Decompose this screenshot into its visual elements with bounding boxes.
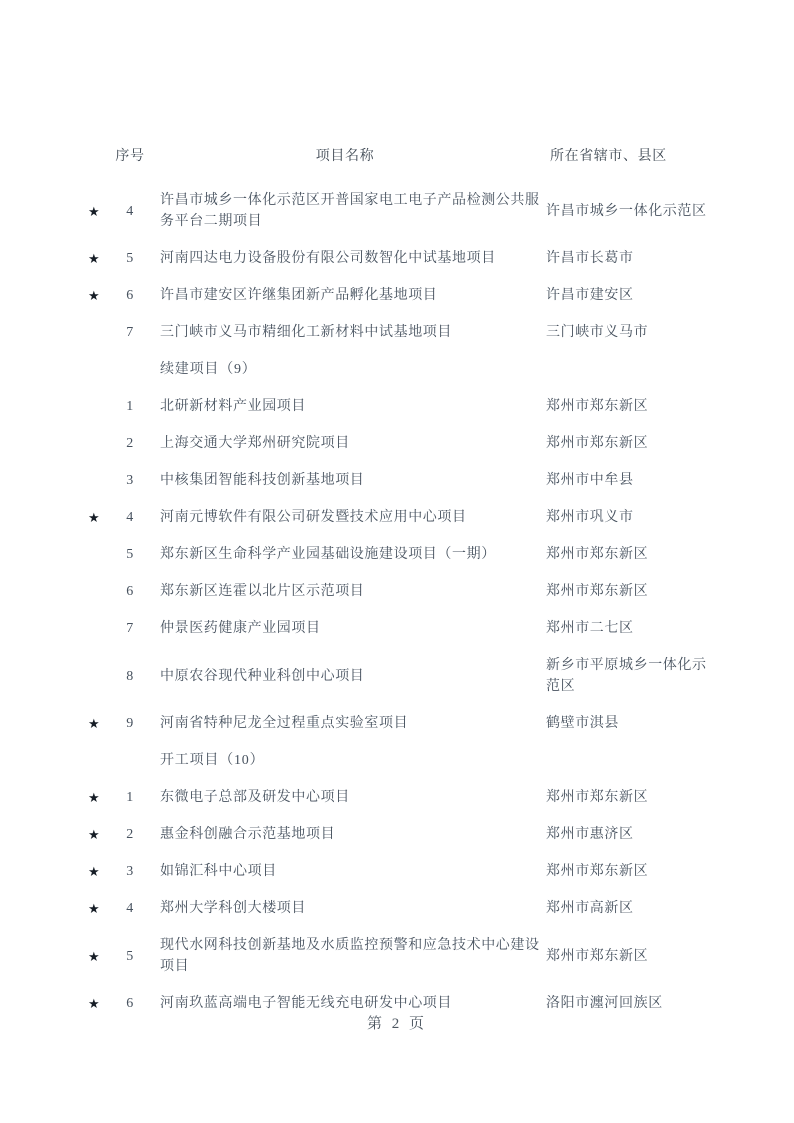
star-icon: ★ xyxy=(88,996,100,1011)
row-index: 4 xyxy=(126,510,134,525)
row-index: 6 xyxy=(126,584,134,599)
project-location: 新乡市平原城乡一体化示范区 xyxy=(546,658,707,694)
project-name: 郑东新区连霍以北片区示范项目 xyxy=(160,584,365,599)
table-row xyxy=(88,507,712,528)
project-location: 郑州市二七区 xyxy=(546,621,634,636)
project-name: 河南元博软件有限公司研发暨技术应用中心项目 xyxy=(160,510,467,525)
table-body xyxy=(88,190,712,1014)
table-row xyxy=(88,787,712,808)
project-location: 许昌市城乡一体化示范区 xyxy=(546,203,707,219)
section-row xyxy=(88,750,712,771)
star-icon: ★ xyxy=(88,790,100,805)
table-row xyxy=(88,248,712,269)
star-icon: ★ xyxy=(88,948,100,964)
column-header-name: 项目名称 xyxy=(315,149,375,164)
project-location: 郑州市郑东新区 xyxy=(546,948,649,964)
project-location: 郑州市高新区 xyxy=(546,901,634,916)
project-name: 许昌市城乡一体化示范区开普国家电工电子产品检测公共服务平台二期项目 xyxy=(160,193,540,229)
project-location: 鹤壁市淇县 xyxy=(546,716,619,731)
section-title: 开工项目（10） xyxy=(160,753,265,768)
table-row xyxy=(88,190,712,232)
project-location: 郑州市郑东新区 xyxy=(546,790,649,805)
column-header-index: 序号 xyxy=(115,149,145,164)
project-table xyxy=(88,146,712,1030)
table-row xyxy=(88,824,712,845)
row-index: 2 xyxy=(126,436,134,451)
project-location: 洛阳市瀍河回族区 xyxy=(546,996,663,1011)
project-name: 三门峡市义马市精细化工新材料中试基地项目 xyxy=(160,325,452,340)
row-index: 1 xyxy=(126,790,134,805)
row-index: 9 xyxy=(126,716,134,731)
project-location: 三门峡市义马市 xyxy=(546,325,649,340)
column-header-location: 所在省辖市、县区 xyxy=(550,149,667,164)
star-icon: ★ xyxy=(88,864,100,879)
row-index: 5 xyxy=(126,547,134,562)
project-name: 河南四达电力设备股份有限公司数智化中试基地项目 xyxy=(160,251,496,266)
project-name: 如锦汇科中心项目 xyxy=(160,864,277,879)
project-name: 东微电子总部及研发中心项目 xyxy=(160,790,350,805)
row-index: 5 xyxy=(126,251,134,266)
star-icon: ★ xyxy=(88,716,100,731)
project-name: 河南省特种尼龙全过程重点实验室项目 xyxy=(160,716,409,731)
table-row xyxy=(88,935,712,977)
table-row xyxy=(88,470,712,491)
project-name: 中核集团智能科技创新基地项目 xyxy=(160,473,365,488)
project-name: 河南玖蓝高端电子智能无线充电研发中心项目 xyxy=(160,996,452,1011)
page-footer xyxy=(0,1012,794,1033)
row-index: 7 xyxy=(126,325,134,340)
project-name: 北研新材料产业园项目 xyxy=(160,399,306,414)
project-location: 郑州市中牟县 xyxy=(546,473,634,488)
page-number-label: 第 2 页 xyxy=(366,1016,427,1032)
table-row xyxy=(88,581,712,602)
project-location: 郑州市郑东新区 xyxy=(546,436,649,451)
star-icon: ★ xyxy=(88,288,100,303)
row-index: 6 xyxy=(126,288,134,303)
table-row xyxy=(88,713,712,734)
table-row xyxy=(88,618,712,639)
project-location: 郑州市巩义市 xyxy=(546,510,634,525)
row-index: 1 xyxy=(126,399,134,414)
row-index: 6 xyxy=(126,996,134,1011)
project-name: 许昌市建安区许继集团新产品孵化基地项目 xyxy=(160,288,438,303)
row-index: 3 xyxy=(126,864,134,879)
row-index: 4 xyxy=(126,901,134,916)
table-row xyxy=(88,544,712,565)
project-location: 郑州市郑东新区 xyxy=(546,399,649,414)
project-name: 惠金科创融合示范基地项目 xyxy=(160,827,336,842)
project-name: 仲景医药健康产业园项目 xyxy=(160,621,321,636)
project-name: 上海交通大学郑州研究院项目 xyxy=(160,436,350,451)
row-index: 2 xyxy=(126,827,134,842)
project-name: 郑州大学科创大楼项目 xyxy=(160,901,306,916)
table-row xyxy=(88,993,712,1014)
table-row xyxy=(88,285,712,306)
project-location: 许昌市长葛市 xyxy=(546,251,634,266)
table-row xyxy=(88,433,712,454)
table-row xyxy=(88,322,712,343)
table-row xyxy=(88,861,712,882)
row-index: 8 xyxy=(126,668,134,684)
project-name: 郑东新区生命科学产业园基础设施建设项目（一期） xyxy=(160,547,496,562)
row-index: 4 xyxy=(126,203,134,219)
project-location: 郑州市郑东新区 xyxy=(546,584,649,599)
project-location: 郑州市惠济区 xyxy=(546,827,634,842)
project-location: 郑州市郑东新区 xyxy=(546,864,649,879)
star-icon: ★ xyxy=(88,251,100,266)
table-row xyxy=(88,898,712,919)
star-icon: ★ xyxy=(88,203,100,219)
star-icon: ★ xyxy=(88,827,100,842)
table-row xyxy=(88,396,712,417)
star-icon: ★ xyxy=(88,510,100,525)
table-header-row xyxy=(88,146,712,167)
row-index: 5 xyxy=(126,948,134,964)
table-row xyxy=(88,655,712,697)
row-index: 7 xyxy=(126,621,134,636)
project-location: 郑州市郑东新区 xyxy=(546,547,649,562)
project-location: 许昌市建安区 xyxy=(546,288,634,303)
section-title: 续建项目（9） xyxy=(160,362,257,377)
project-name: 中原农谷现代种业科创中心项目 xyxy=(160,668,365,684)
project-name: 现代水网科技创新基地及水质监控预警和应急技术中心建设项目 xyxy=(160,938,540,974)
row-index: 3 xyxy=(126,473,134,488)
star-icon: ★ xyxy=(88,901,100,916)
section-row xyxy=(88,359,712,380)
